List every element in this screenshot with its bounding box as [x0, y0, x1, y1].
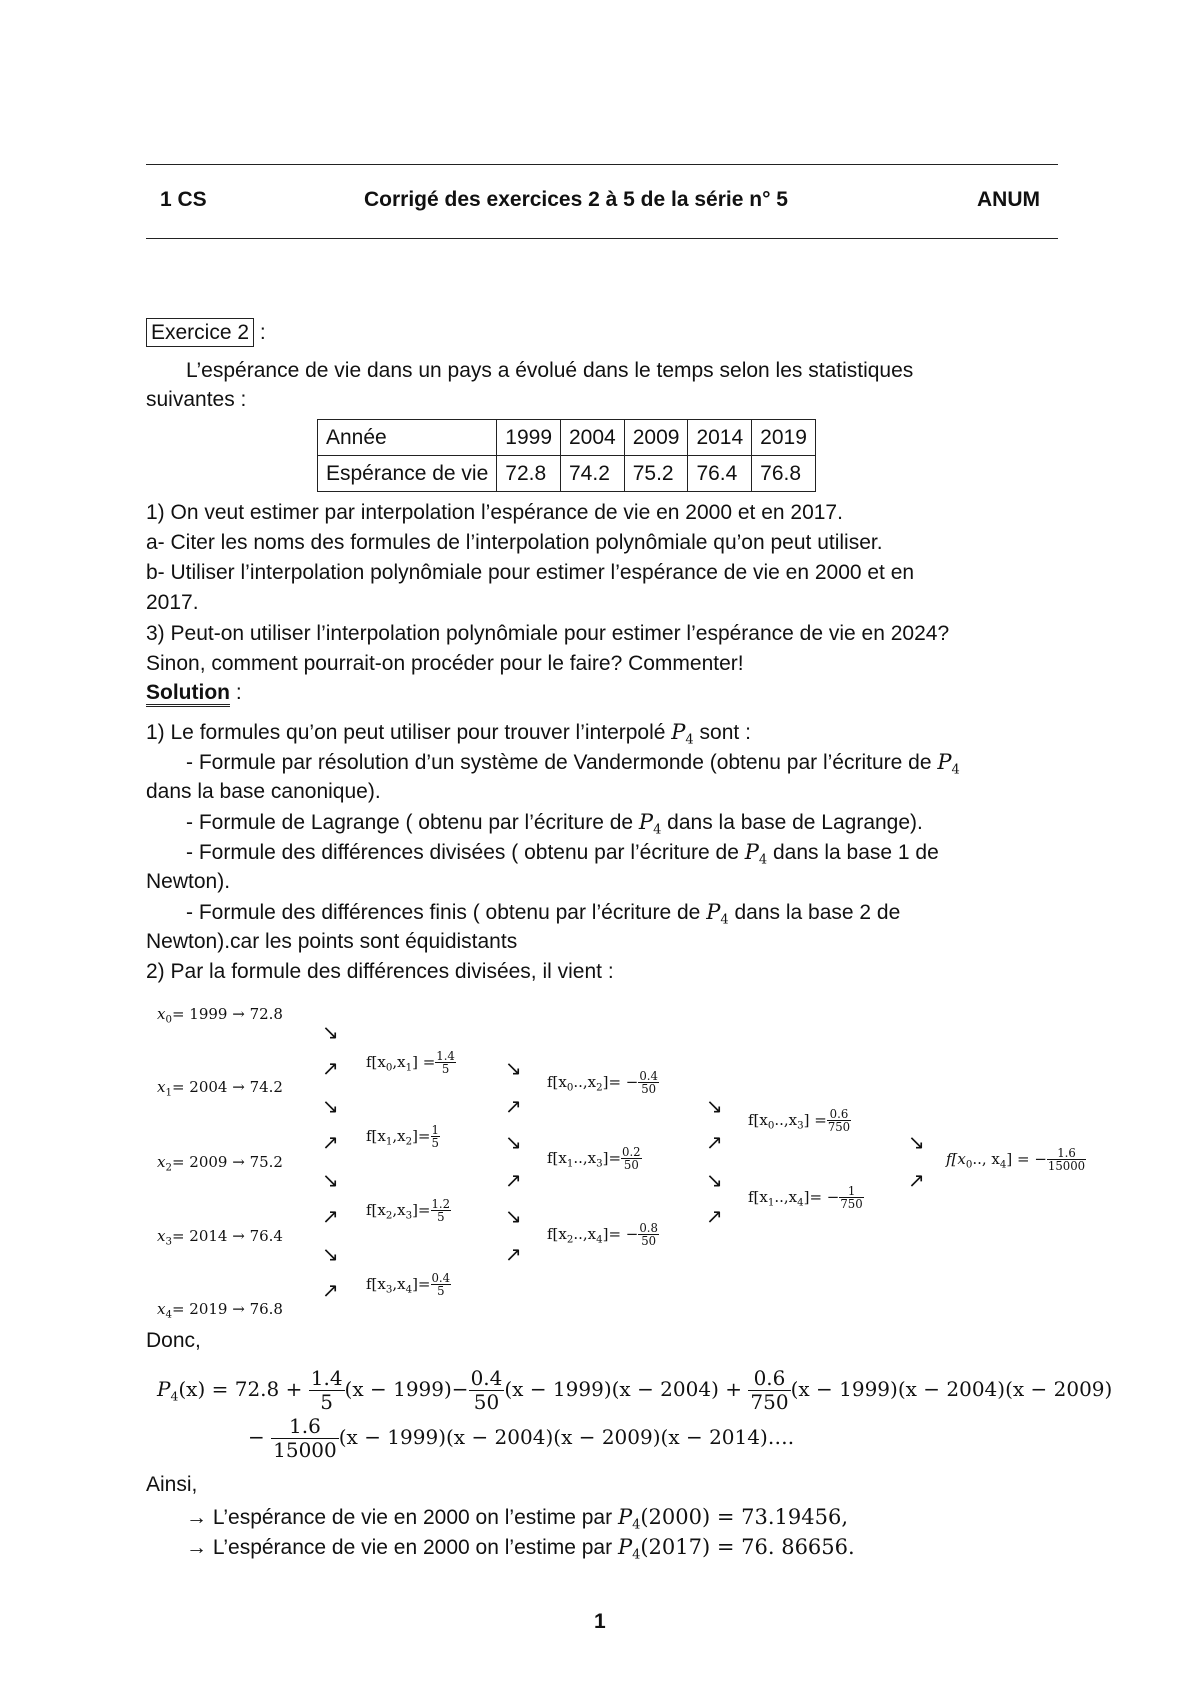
header-bottom-rule	[146, 238, 1058, 239]
formula-item-finite-differences: - Formule des différences finis ( obtenu par l’écriture de $P_4$ dans la base 2 de	[186, 900, 901, 928]
arrow-up-icon: ↗	[322, 1278, 339, 1302]
header-course: ANUM	[977, 188, 1040, 211]
dd-order2-02: $f[x_0..,x_2]=$ − $\frac{0.4}{50}$	[547, 1069, 658, 1097]
arrow-down-icon: ↘	[322, 1168, 339, 1192]
newton-polynomial-line2: − $\frac{1.6}{15000}$ (x − 1999)(x − 2004)(x − 2009)(x − 2014)….	[248, 1414, 795, 1462]
question-1: 1) On veut estimer par interpolation l’espérance de vie en 2000 et en 2017.	[146, 501, 843, 524]
table-cell: 75.2	[624, 456, 688, 492]
table-cell: 2014	[688, 420, 752, 456]
table-row	[318, 420, 816, 456]
table-cell: 2019	[752, 420, 816, 456]
question-b-line1: b- Utiliser l’interpolation polynômiale pour estimer l’espérance de vie en 2000 et en	[146, 561, 915, 584]
p4-symbol: $P_4$	[706, 900, 729, 928]
formula-item-finite-differences-cont: Newton).car les points sont équidistants	[146, 930, 518, 953]
exercise-intro-2: suivantes :	[146, 388, 247, 411]
life-expectancy-table	[317, 419, 816, 492]
newton-polynomial-line1: $P_4(x) = 72.8$ + $\frac{1.4}{5}$ (x − 1999)− $\frac{0.4}{50}$ (x − 1999)(x − 2004) + $\frac{0.6}{750}$ (x − 1999)(x − 2004)(x − 2009)	[157, 1366, 1113, 1414]
donc-label: Donc,	[146, 1329, 201, 1352]
point-x0: $x_0= 1999 \to 72.8$	[157, 1005, 283, 1026]
table-cell: 76.8	[752, 456, 816, 492]
exercise-title: Exercice 2 :	[146, 318, 266, 348]
arrow-down-icon: ↘	[505, 1204, 522, 1228]
dd-order4-04: $f[x_0$.., $x_4$] = − $\frac{1.6}{15000}$	[946, 1146, 1086, 1174]
table-cell: 74.2	[561, 456, 625, 492]
table-cell: 72.8	[497, 456, 561, 492]
arrow-up-icon: ↗	[908, 1168, 925, 1192]
table-cell: Espérance de vie	[318, 456, 497, 492]
arrow-down-icon: ↘	[505, 1056, 522, 1080]
formula-item-divided-differences-cont: Newton).	[146, 870, 231, 893]
solution-heading: Solution	[146, 681, 230, 707]
arrow-up-icon: ↗	[505, 1242, 522, 1266]
arrow-down-icon: ↘	[908, 1130, 925, 1154]
formula-item-divided-differences: - Formule des différences divisées ( obtenu par l’écriture de $P_4$ dans la base 1 de	[186, 840, 939, 868]
header-class: 1 CS	[160, 188, 207, 211]
solution-1: 1) Le formules qu’on peut utiliser pour trouver l’interpolé $P_4$ sont :	[146, 720, 751, 748]
p4-symbol: $P_4$	[744, 840, 768, 868]
arrow-down-icon: ↘	[505, 1130, 522, 1154]
arrow-up-icon: ↗	[505, 1168, 522, 1192]
arrow-down-icon: ↘	[706, 1094, 723, 1118]
ainsi-label: Ainsi,	[146, 1473, 198, 1496]
page-number: 1	[594, 1610, 606, 1633]
exercise-intro-1: L’espérance de vie dans un pays a évolué dans le temps selon les statistiques	[186, 359, 914, 382]
p4-symbol: $P_4$	[638, 810, 662, 838]
table-row	[318, 456, 816, 492]
question-a: a- Citer les noms des formules de l’interpolation polynômiale qu’on peut utiliser.	[146, 531, 883, 554]
result-2000: → L’espérance de vie en 2000 on l’estime par $P_4(2000) = 73.19456$,	[186, 1505, 849, 1533]
formula-item-vandermonde-cont: dans la base canonique).	[146, 780, 381, 803]
formula-item-lagrange: - Formule de Lagrange ( obtenu par l’écriture de $P_4$ dans la base de Lagrange).	[186, 810, 923, 838]
dd-order3-14: $f[x_1..,x_4]=$ − $\frac{1}{750}$	[748, 1184, 863, 1212]
dd-order1-12: $f[x_1,x_2]=$ $\frac{1}{5}$	[366, 1123, 439, 1151]
table-cell: Année	[318, 420, 497, 456]
exercise-title-box: Exercice 2	[146, 318, 254, 347]
p4-symbol: $P_4$	[671, 720, 694, 748]
question-3-line2: Sinon, comment pourrait-on procéder pour le faire? Commenter!	[146, 652, 744, 675]
dd-order2-13: $f[x_1..,x_3]=$ $\frac{0.2}{50}$	[547, 1145, 641, 1173]
dd-order3-03: $f[x_0..,x_3]$ = $\frac{0.6}{750}$	[748, 1107, 851, 1135]
table-cell: 2009	[624, 420, 688, 456]
arrow-up-icon: ↗	[322, 1056, 339, 1080]
table-cell: 1999	[497, 420, 561, 456]
point-x1: $x_1= 2004 \to 74.2$	[157, 1078, 283, 1099]
header-title: Corrigé des exercices 2 à 5 de la série n° 5	[364, 188, 788, 211]
point-x4: $x_4= 2019 \to 76.8$	[157, 1300, 283, 1321]
p4-symbol: $P_4$	[937, 750, 960, 778]
arrow-down-icon: ↘	[322, 1020, 339, 1044]
solution-title: Solution :	[146, 678, 242, 708]
point-x2: $x_2= 2009 \to 75.2$	[157, 1153, 283, 1174]
arrow-up-icon: ↗	[322, 1204, 339, 1228]
arrow-down-icon: ↘	[322, 1242, 339, 1266]
arrow-down-icon: ↘	[322, 1094, 339, 1118]
arrow-up-icon: ↗	[706, 1204, 723, 1228]
point-x3: $x_3= 2014 \to 76.4$	[157, 1227, 283, 1248]
header-top-rule	[146, 164, 1058, 165]
arrow-up-icon: ↗	[706, 1130, 723, 1154]
table-cell: 2004	[561, 420, 625, 456]
question-3-line1: 3) Peut-on utiliser l’interpolation polynômiale pour estimer l’espérance de vie en 2024?	[146, 622, 950, 645]
dd-order2-24: $f[x_2..,x_4]=$ − $\frac{0.8}{50}$	[547, 1221, 658, 1249]
dd-order1-01: $f[x_0,x_1]$ = $\frac{1.4}{5}$	[366, 1049, 455, 1077]
result-2017: → L’espérance de vie en 2000 on l’estime par $P_4(2017) = 76$. 86656.	[186, 1535, 855, 1563]
dd-order1-34: $f[x_3,x_4]=$ $\frac{0.4}{5}$	[366, 1271, 451, 1299]
formula-item-vandermonde: - Formule par résolution d’un système de Vandermonde (obtenu par l’écriture de $P_4$	[186, 750, 960, 778]
table-cell: 76.4	[688, 456, 752, 492]
arrow-down-icon: ↘	[706, 1168, 723, 1192]
arrow-up-icon: ↗	[505, 1094, 522, 1118]
arrow-up-icon: ↗	[322, 1130, 339, 1154]
question-b-line2: 2017.	[146, 591, 199, 614]
solution-2: 2) Par la formule des différences divisées, il vient :	[146, 960, 614, 983]
dd-order1-23: $f[x_2,x_3]=$ $\frac{1.2}{5}$	[366, 1197, 451, 1225]
